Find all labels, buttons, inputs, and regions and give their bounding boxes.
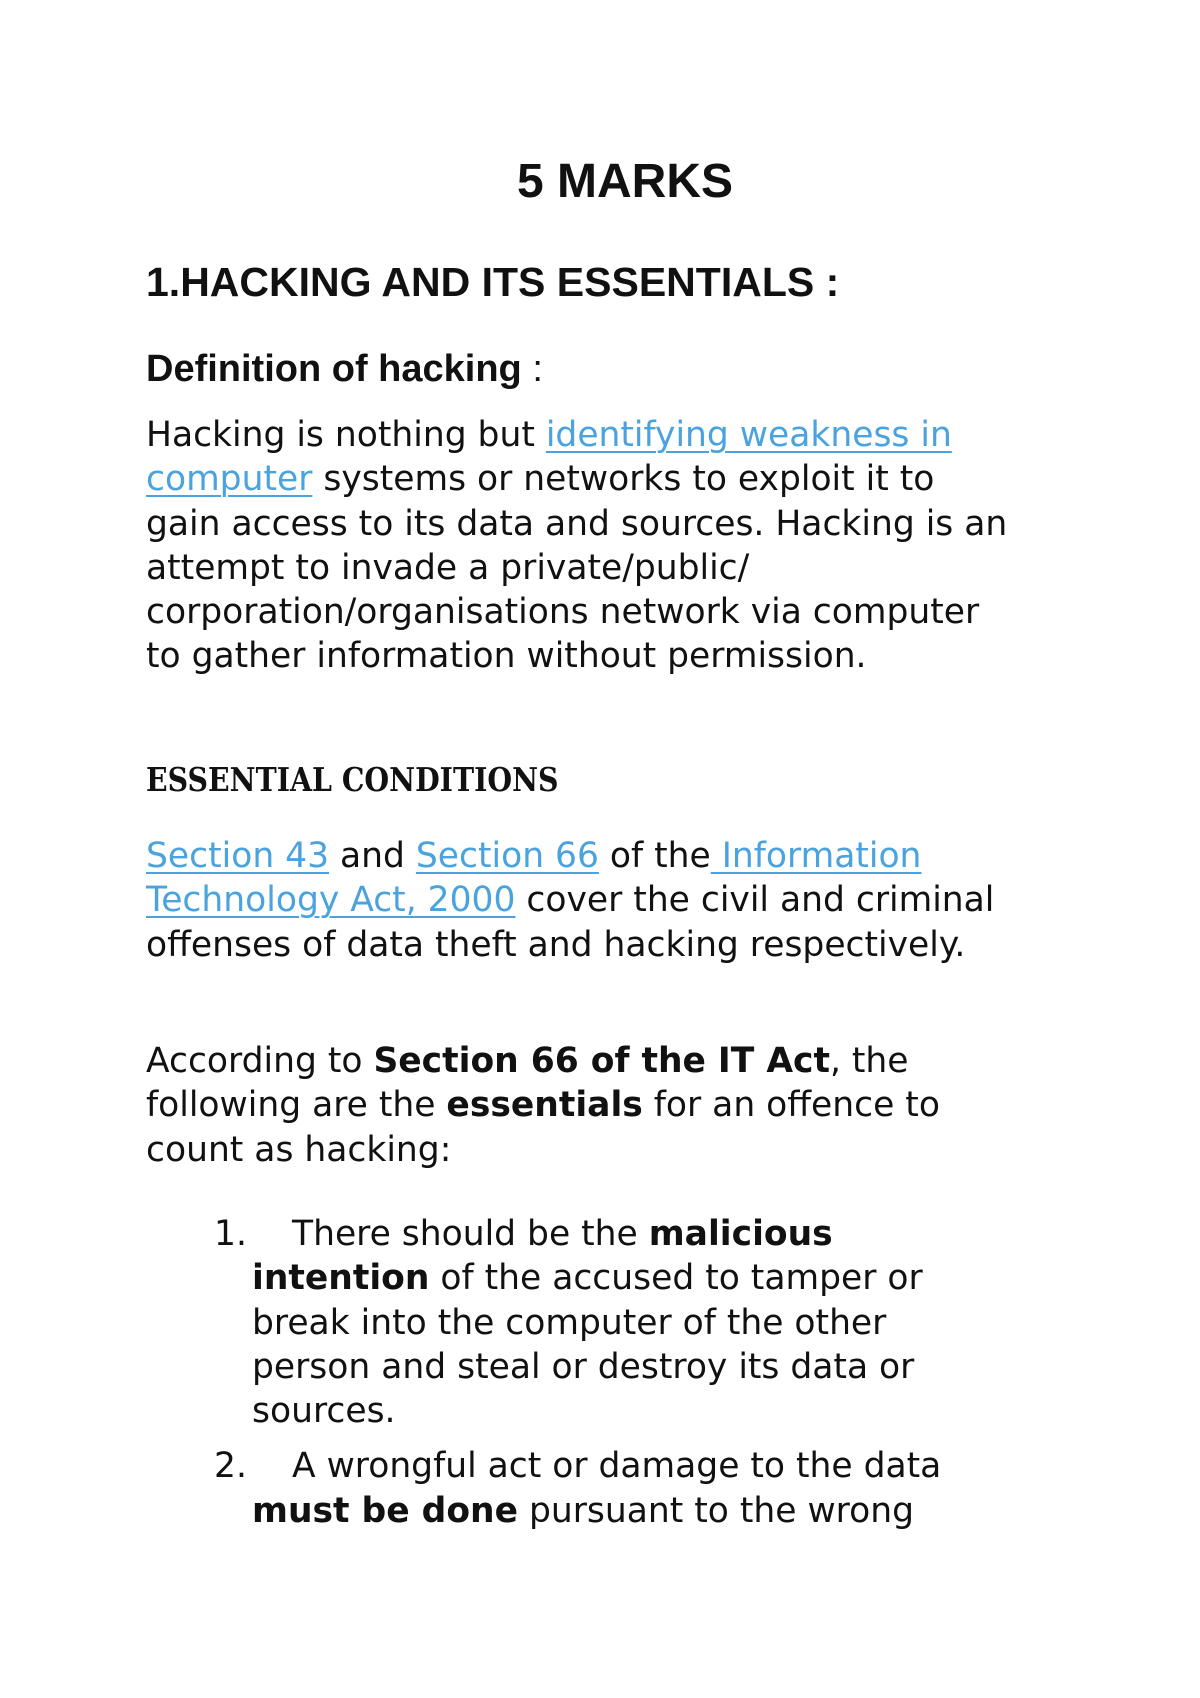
page-title: 5 MARKS xyxy=(516,155,734,208)
according-text: following are the xyxy=(146,1085,447,1126)
according-bold: Section 66 of the IT Act xyxy=(373,1041,830,1081)
list-bold: intention xyxy=(252,1258,430,1299)
list-number: 1. xyxy=(214,1214,247,1254)
essentials-list xyxy=(146,1212,1096,1533)
list-line xyxy=(252,1256,1096,1300)
essential-paragraph xyxy=(146,834,994,967)
list-item xyxy=(146,1444,1096,1533)
definition-heading xyxy=(146,345,543,393)
list-line: sources. xyxy=(252,1391,396,1432)
it-act-link-continued[interactable]: Technology Act, 2000 xyxy=(146,880,516,921)
section-heading: 1.HACKING AND ITS ESSENTIALS : xyxy=(146,259,840,305)
list-bold: must be done xyxy=(252,1490,519,1531)
list-item xyxy=(146,1212,1096,1433)
definition-text: Hacking is nothing but xyxy=(146,415,546,455)
definition-paragraph xyxy=(146,413,1007,679)
definition-line-6: to gather information without permission. xyxy=(146,636,867,677)
section-43-link[interactable]: Section 43 xyxy=(146,836,330,876)
list-text: There should be the xyxy=(292,1214,649,1254)
definition-line-2 xyxy=(146,457,1007,501)
definition-heading-colon: : xyxy=(521,348,543,390)
essential-text: cover the civil and criminal xyxy=(515,880,995,921)
according-line-3: count as hacking: xyxy=(146,1129,452,1170)
definition-text: systems or networks to exploit it to xyxy=(312,459,935,500)
list-bold: malicious xyxy=(648,1214,833,1254)
definition-line-3: gain access to its data and sources. Hacking is an xyxy=(146,503,1008,544)
list-number: 2. xyxy=(214,1446,247,1487)
list-line: break into the computer of the other xyxy=(252,1302,887,1343)
definition-line-1 xyxy=(146,413,1007,457)
according-paragraph xyxy=(146,1039,940,1172)
list-item-content xyxy=(146,1444,1096,1533)
according-text: , the xyxy=(829,1041,909,1081)
essential-text: of the xyxy=(598,836,711,876)
list-text: pursuant to the wrong xyxy=(518,1490,914,1531)
according-line-1 xyxy=(146,1039,940,1083)
it-act-link[interactable]: Information xyxy=(710,836,922,876)
according-line-2 xyxy=(146,1083,940,1127)
list-item-content xyxy=(146,1212,1096,1433)
list-line xyxy=(252,1489,1096,1533)
identifying-weakness-link[interactable]: identifying weakness in xyxy=(545,415,952,455)
computer-link[interactable]: computer xyxy=(146,459,313,500)
section-66-link[interactable]: Section 66 xyxy=(415,836,599,876)
essential-line-2 xyxy=(146,878,994,922)
essential-line-3: offenses of data theft and hacking respectively. xyxy=(146,924,966,965)
according-text: According to xyxy=(146,1041,374,1081)
definition-line-4: attempt to invade a private/public/ xyxy=(146,547,750,588)
definition-heading-text: Definition of hacking xyxy=(146,348,522,390)
list-line xyxy=(252,1212,1096,1256)
list-line: A wrongful act or damage to the data xyxy=(292,1446,942,1487)
definition-line-5: corporation/organisations network via computer xyxy=(146,592,980,633)
essential-line-1 xyxy=(146,834,994,878)
according-text: for an offence to xyxy=(642,1085,940,1126)
according-bold: essentials xyxy=(446,1085,643,1126)
essential-text: and xyxy=(329,836,416,876)
essential-conditions-heading: ESSENTIAL CONDITIONS xyxy=(146,760,559,799)
list-line: person and steal or destroy its data or xyxy=(252,1346,915,1387)
list-text: of the accused to tamper or xyxy=(429,1258,923,1299)
